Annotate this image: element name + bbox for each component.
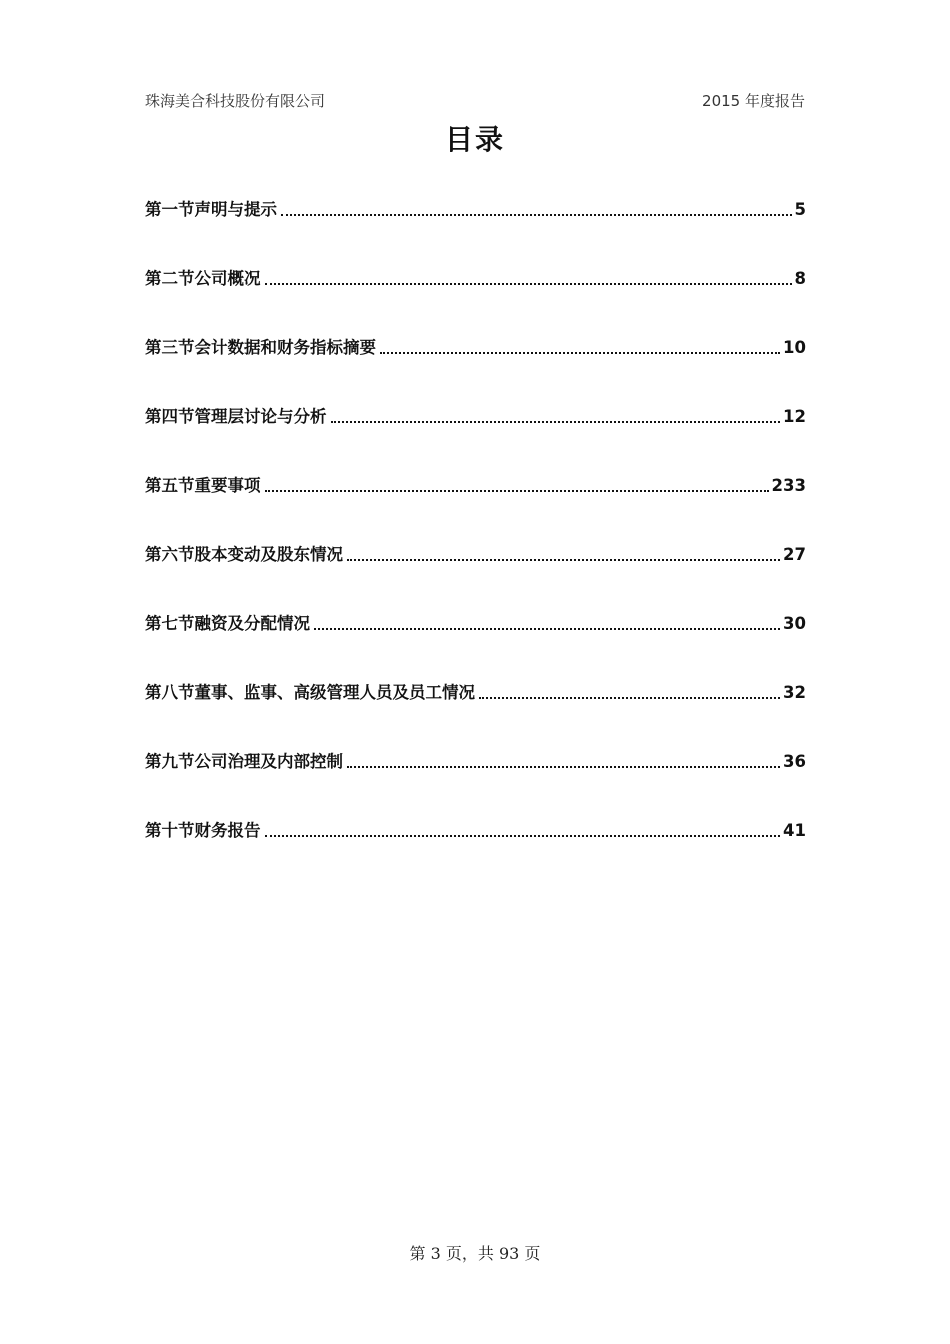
dot-leader — [265, 835, 781, 837]
dot-leader — [347, 559, 780, 561]
toc-entry-section-3[interactable] — [145, 336, 806, 360]
toc-entry-label: 第一节声明与提示 — [145, 200, 277, 219]
toc-entry-section-6[interactable] — [145, 543, 806, 567]
toc-entry-label: 第四节管理层讨论与分析 — [145, 407, 327, 426]
toc-entry-label: 第七节融资及分配情况 — [145, 614, 310, 633]
toc-entry-label: 第三节会计数据和财务指标摘要 — [145, 338, 376, 357]
toc-entry-section-4[interactable] — [145, 405, 806, 429]
dot-leader — [479, 697, 780, 699]
toc-entry-section-2[interactable] — [145, 267, 806, 291]
dot-leader — [265, 490, 769, 492]
dot-leader — [331, 421, 781, 423]
toc-entry-page: 32 — [783, 683, 806, 702]
header-company-name: 珠海美合科技股份有限公司 — [145, 91, 326, 110]
toc-entry-page: 36 — [783, 752, 806, 771]
toc-entry-section-1[interactable] — [145, 198, 806, 222]
toc-entry-label: 第八节董事、监事、高级管理人员及员工情况 — [145, 683, 475, 702]
toc-entry-section-8[interactable] — [145, 681, 806, 705]
toc-entry-section-9[interactable] — [145, 750, 806, 774]
dot-leader — [380, 352, 780, 354]
toc-entry-page: 30 — [783, 614, 806, 633]
page-footer — [0, 1241, 950, 1264]
toc-entry-label: 第五节重要事项 — [145, 476, 261, 495]
toc-entry-label: 第六节股本变动及股东情况 — [145, 545, 343, 564]
toc-entry-label: 第九节公司治理及内部控制 — [145, 752, 343, 771]
dot-leader — [265, 283, 792, 285]
toc-entry-section-5[interactable] — [145, 474, 806, 498]
toc-entry-page: 12 — [783, 407, 806, 426]
page-title: 目录 — [444, 123, 505, 156]
toc-entry-label: 第二节公司概况 — [145, 269, 261, 288]
page-number-text: 第 3 页，共 93 页 — [409, 1244, 541, 1263]
toc-entry-section-10[interactable] — [145, 819, 806, 843]
page-header — [145, 89, 805, 111]
dot-leader — [281, 214, 792, 216]
toc-entry-label: 第十节财务报告 — [145, 821, 261, 840]
toc-entry-page: 5 — [794, 200, 806, 219]
dot-leader — [347, 766, 780, 768]
toc-entry-page: 8 — [794, 269, 806, 288]
toc-entry-section-7[interactable] — [145, 612, 806, 636]
dot-leader — [314, 628, 780, 630]
toc-entry-page: 27 — [783, 545, 806, 564]
header-report-year: 2015 年度报告 — [702, 91, 805, 110]
toc-entry-page: 10 — [783, 338, 806, 357]
toc-entry-page: 41 — [783, 821, 806, 840]
toc-entry-page: 233 — [771, 476, 806, 495]
